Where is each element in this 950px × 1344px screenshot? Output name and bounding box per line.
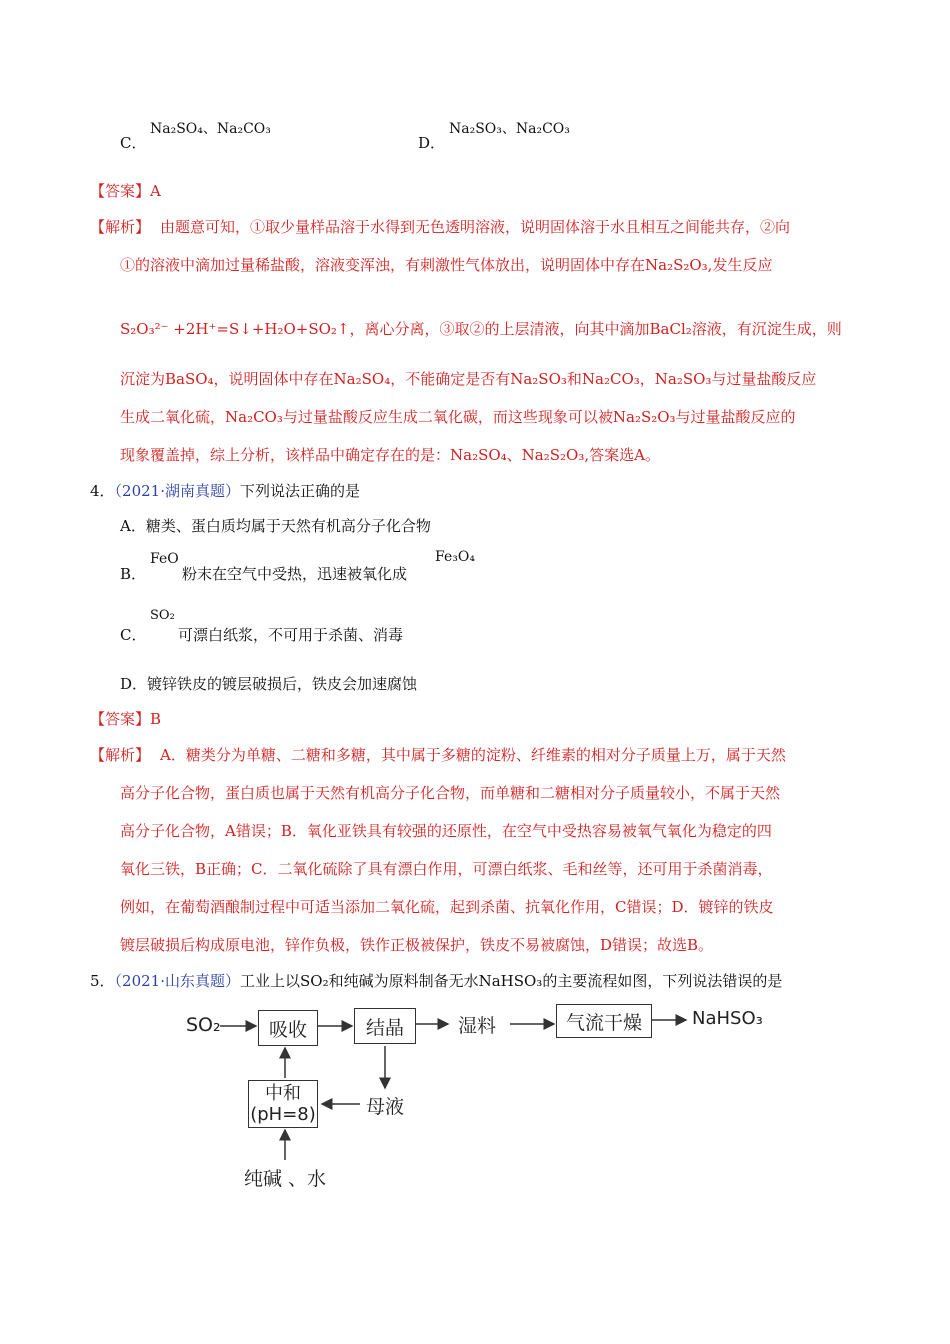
question-text: 下列说法正确的是: [240, 482, 361, 500]
q4-option-c-formula: SO₂: [150, 608, 175, 623]
answer-tag: 【答案】: [90, 182, 151, 200]
q4-analysis-line: 氧化三铁，B正确；C．二氧化硫除了具有漂白作用，可漂白纸浆、毛和丝等，还可用于杀菌消毒，: [120, 860, 773, 878]
diagram-soda-water: 纯碱 、水: [244, 1168, 327, 1190]
question-number: 5．: [90, 972, 115, 990]
box-sublabel: (pH=8): [250, 1104, 316, 1125]
diagram-box-airflow-dry: [556, 1004, 652, 1038]
question-source: （2021·山东真题）: [114, 972, 240, 990]
diagram-mother-liquor: 母液: [366, 1096, 405, 1118]
q4-option-b-label: B．: [120, 565, 147, 583]
answer-tag: 【答案】: [90, 710, 151, 728]
q5-stem: [90, 970, 782, 991]
q4-analysis-tag: 【解析】: [90, 746, 151, 764]
q3-analysis-line: 由题意可知，①取少量样品溶于水得到无色透明溶液，说明固体溶于水且相互之间能共存，②向: [160, 218, 791, 236]
q4-option-a: A．糖类、蛋白质均属于天然有机高分子化合物: [120, 517, 431, 535]
q4-analysis-line: A．糖类分为单糖、二糖和多糖，其中属于多糖的淀粉、纤维素的相对分子质量上万，属于天然: [160, 746, 786, 764]
diagram-wet-material: 湿料: [458, 1015, 497, 1037]
diagram-box-neutralize: [248, 1080, 318, 1128]
q4-option-b-formula2: Fe₃O₄: [435, 549, 475, 565]
q4-option-b-formula1: FeO: [150, 551, 179, 567]
diagram-box-crystallize: [354, 1008, 416, 1044]
diagram-so2: SO₂: [186, 1014, 221, 1036]
question-source: （2021·湖南真题）: [114, 482, 240, 500]
q4-option-b-text: 粉末在空气中受热，迅速被氧化成: [182, 565, 408, 583]
q3-option-c-formula: Na₂SO₄、Na₂CO₃: [150, 121, 271, 137]
q4-option-c-text: 可漂白纸浆，不可用于杀菌、消毒: [178, 626, 404, 644]
q4-option-d: D．镀锌铁皮的镀层破损后，铁皮会加速腐蚀: [120, 675, 418, 693]
q3-analysis-line: 生成二氧化硫，Na₂CO₃与过量盐酸反应生成二氧化碳，而这些现象可以被Na₂S₂O₃与过量盐酸反应的: [120, 408, 796, 426]
q4-analysis-line: 高分子化合物，A错误；B．氧化亚铁具有较强的还原性，在空气中受热容易被氧气氧化为稳定的四: [120, 822, 772, 840]
box-label: 吸收: [268, 1018, 307, 1041]
q3-answer: [90, 180, 161, 201]
diagram-product: NaHSO₃: [692, 1008, 763, 1029]
question-number: 4．: [90, 482, 115, 500]
q4-analysis-line: 高分子化合物，蛋白质也属于天然有机高分子化合物，而单糖和二糖相对分子质量较小，不属于天然: [120, 784, 781, 802]
q4-option-c-label: C．: [120, 626, 147, 644]
q4-analysis-line: 例如，在葡萄酒酿制过程中可适当添加二氧化硫，起到杀菌、抗氧化作用，C错误；D．镀锌的铁皮: [120, 898, 774, 916]
q3-analysis-line: S₂O₃²⁻ +2H⁺=S↓+H₂O+SO₂↑，离心分离，③取②的上层清液，向其中滴加BaCl₂溶液，有沉淀生成，则: [120, 320, 842, 338]
q4-analysis-line: 镀层破损后构成原电池，锌作负极，铁作正极被保护，铁皮不易被腐蚀，D错误；故选B。: [120, 936, 714, 954]
q3-option-d-label: D．: [418, 134, 446, 152]
q4-answer: [90, 708, 161, 729]
box-label: 结晶: [365, 1016, 404, 1039]
diagram-box-absorb: [258, 1010, 318, 1046]
q3-analysis-line: ①的溶液中滴加过量稀盐酸，溶液变浑浊，有刺激性气体放出，说明固体中存在Na₂S₂O₃,发生反应: [120, 256, 773, 274]
answer-value: B: [150, 710, 162, 728]
q4-stem: [90, 480, 360, 501]
q3-option-d-formula: Na₂SO₃、Na₂CO₃: [449, 121, 570, 137]
question-text: 工业上以SO₂和纯碱为原料制备无水NaHSO₃的主要流程如图，下列说法错误的是: [240, 972, 783, 990]
q3-analysis-tag: 【解析】: [90, 218, 151, 236]
q3-analysis-line: 现象覆盖掉，综上分析，该样品中确定存在的是：Na₂SO₄、Na₂S₂O₃,答案选A。: [120, 446, 660, 464]
q3-analysis-line: 沉淀为BaSO₄，说明固体中存在Na₂SO₄，不能确定是否有Na₂SO₃和Na₂CO₃，Na₂SO₃与过量盐酸反应: [120, 370, 817, 388]
q3-option-c-label: C．: [120, 134, 147, 152]
answer-value: A: [150, 182, 161, 200]
box-label: 气流干燥: [565, 1011, 642, 1034]
box-label: 中和: [265, 1083, 301, 1104]
